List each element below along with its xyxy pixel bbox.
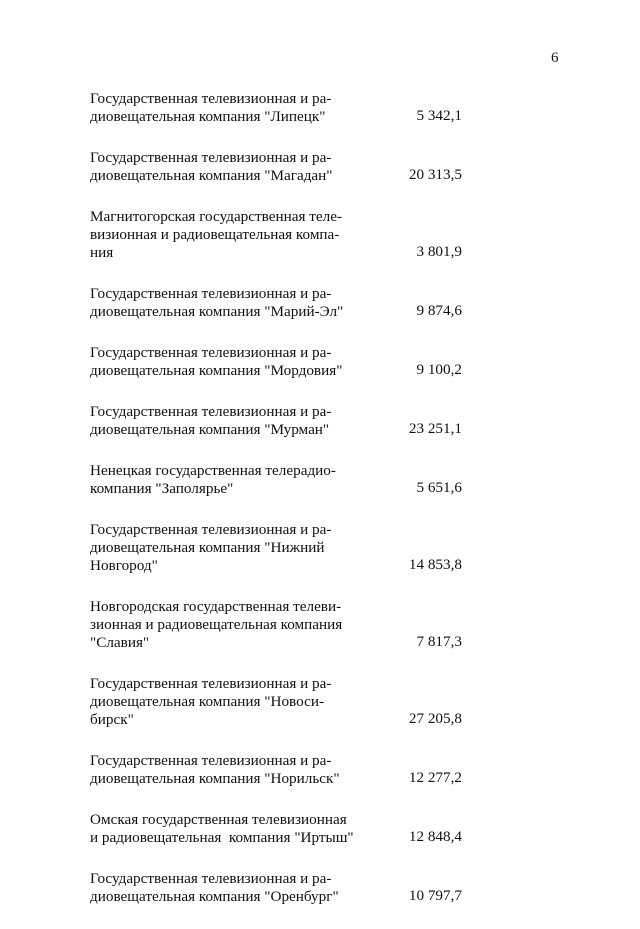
list-item (90, 675, 470, 729)
company-name (90, 675, 372, 729)
list-item (90, 752, 470, 788)
list-item (90, 870, 470, 906)
company-name-line: компания "Заполярье" (90, 480, 234, 497)
company-name-line: Государственная телевизионная и ра- (90, 675, 332, 692)
amount-value: 5 651,6 (416, 479, 462, 496)
company-name-line: Магнитогорская государственная теле- (90, 208, 343, 225)
amount-value: 5 342,1 (416, 107, 462, 124)
company-name-line: Омская государственная телевизионная (90, 811, 347, 828)
list-item (90, 208, 470, 262)
list-item (90, 90, 470, 126)
amount-value: 10 797,7 (408, 887, 462, 904)
amount-value: 7 817,3 (416, 633, 462, 650)
company-name-line: Государственная телевизионная и ра- (90, 870, 332, 887)
company-name-line: ния (90, 244, 114, 261)
company-name-line: диовещательная компания "Норильск" (90, 770, 340, 787)
amount-value: 12 848,4 (408, 828, 462, 845)
company-name-line: диовещательная компания "Оренбург" (90, 888, 339, 905)
company-name (90, 90, 372, 126)
amount-value: 27 205,8 (408, 710, 462, 727)
amount-value: 3 801,9 (416, 243, 462, 260)
amount-value: 9 100,2 (416, 361, 462, 378)
company-name-line: Ненецкая государственная телерадио- (90, 462, 336, 479)
amount-value: 20 313,5 (408, 166, 462, 183)
amount-value: 23 251,1 (408, 420, 462, 437)
company-name-line: "Славия" (90, 634, 150, 651)
list-item (90, 462, 470, 498)
company-name-line: Государственная телевизионная и ра- (90, 344, 332, 361)
company-name (90, 752, 372, 788)
company-name-line: диовещательная компания "Марий-Эл" (90, 303, 344, 320)
company-name-line: Государственная телевизионная и ра- (90, 90, 332, 107)
company-name (90, 149, 372, 185)
company-name-line: визионная и радиовещательная компа- (90, 226, 340, 243)
list-item (90, 521, 470, 575)
list-item (90, 811, 470, 847)
company-name (90, 870, 372, 906)
company-name-line: диовещательная компания "Мурман" (90, 421, 330, 438)
amount-value: 12 277,2 (408, 769, 462, 786)
company-name-line: Государственная телевизионная и ра- (90, 403, 332, 420)
company-name-line: диовещательная компания "Новоси- (90, 693, 325, 710)
list-item (90, 149, 470, 185)
company-name (90, 285, 372, 321)
company-name-line: диовещательная компания "Мордовия" (90, 362, 343, 379)
company-name-line: Государственная телевизионная и ра- (90, 752, 332, 769)
company-name-line: Государственная телевизионная и ра- (90, 521, 332, 538)
company-name (90, 208, 372, 262)
list-item (90, 403, 470, 439)
amount-value: 14 853,8 (408, 556, 462, 573)
company-name-line: зионная и радиовещательная компания (90, 616, 343, 633)
company-name (90, 344, 372, 380)
company-name-line: Государственная телевизионная и ра- (90, 149, 332, 166)
company-name-line: диовещательная компания "Нижний (90, 539, 325, 556)
company-name-line: Новгородская государственная телеви- (90, 598, 342, 615)
company-name-line: бирск" (90, 711, 134, 728)
company-name (90, 521, 372, 575)
company-name-line: диовещательная компания "Магадан" (90, 167, 333, 184)
company-name (90, 598, 372, 652)
amount-value: 9 874,6 (416, 302, 462, 319)
list-item (90, 344, 470, 380)
company-name-line: диовещательная компания "Липецк" (90, 108, 326, 125)
page-number: 6 (551, 50, 559, 66)
company-name-line: Государственная телевизионная и ра- (90, 285, 332, 302)
list-item (90, 598, 470, 652)
broadcast-company-list (90, 90, 470, 929)
company-name (90, 811, 372, 847)
company-name (90, 462, 372, 498)
list-item (90, 285, 470, 321)
company-name-line: Новгород" (90, 557, 158, 574)
company-name (90, 403, 372, 439)
company-name-line: и радиовещательная компания "Иртыш" (90, 829, 354, 846)
